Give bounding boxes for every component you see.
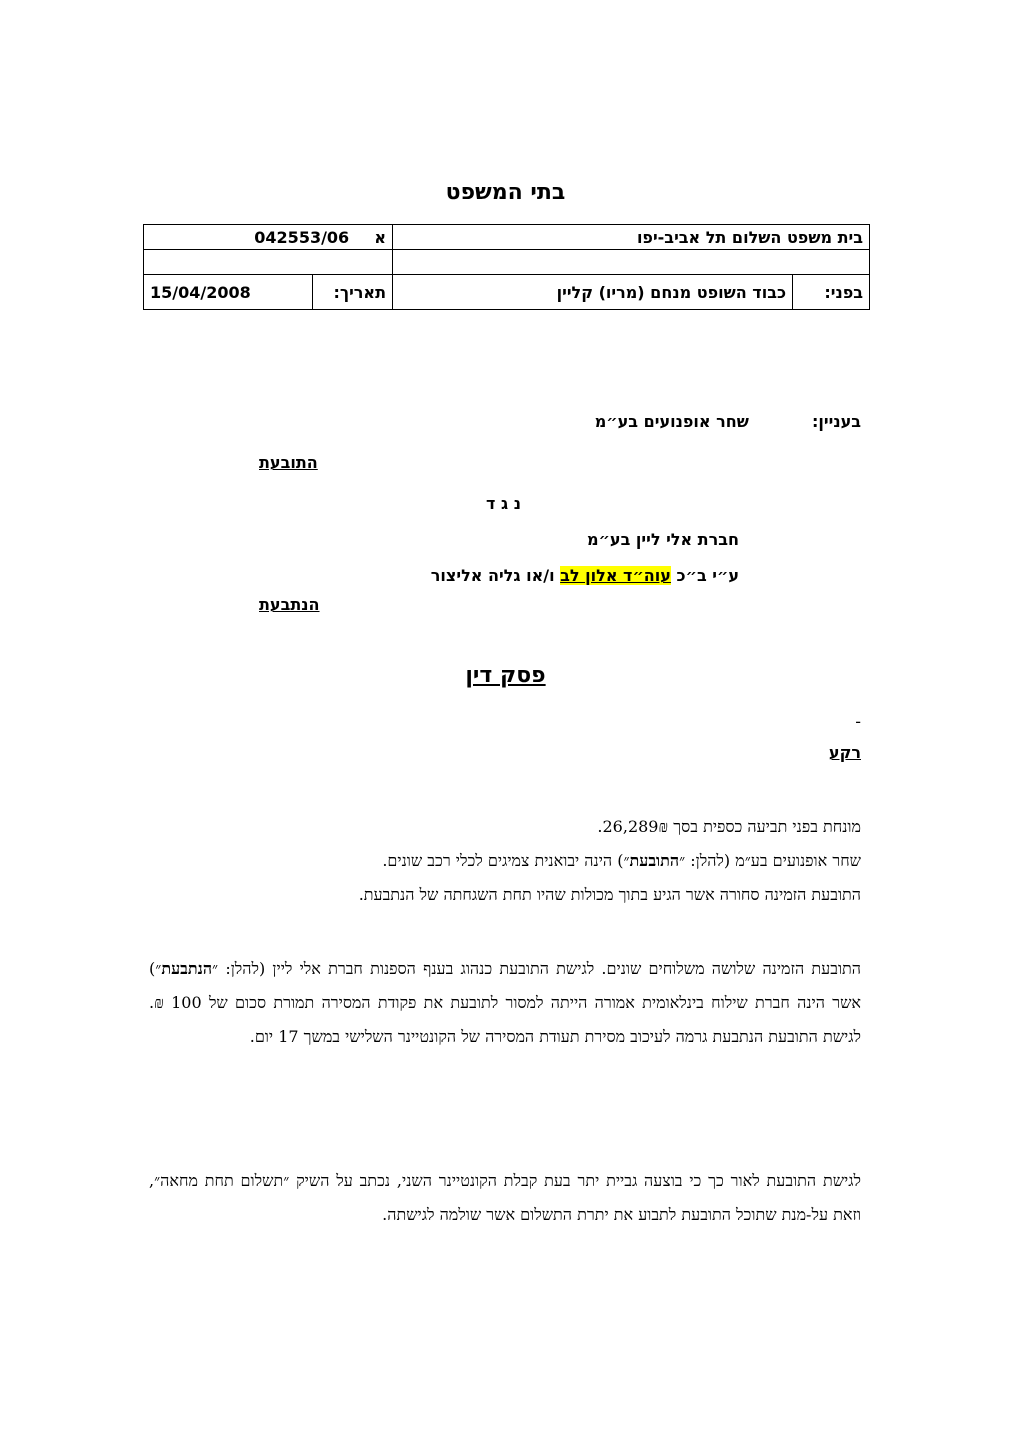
date-value-cell: [144, 275, 313, 310]
versus-line: נ ג ד: [486, 494, 521, 513]
date-label: תאריך:: [313, 275, 393, 310]
text-span: שחר אופנועים בע״מ (להלן: ״: [679, 851, 861, 870]
case-header-table: [143, 224, 870, 310]
date-value: 15/04/2008: [150, 282, 251, 302]
text-span: התובעת הזמינה שלושה משלוחים שונים. לגישת התובעת כנהוג בענף הספנות חברת אלי ליין (להלן: ״: [212, 959, 861, 978]
matter-line: [595, 412, 861, 431]
verdict-title: פסק דין: [465, 663, 546, 688]
plaintiff-role: התובעת: [259, 453, 318, 472]
case-number: 042553/06: [254, 227, 350, 247]
bold-term: הנתבעת: [161, 959, 213, 978]
before-label: בפני:: [793, 275, 870, 310]
defendant-name: חברת אלי ליין בע״מ: [586, 530, 739, 549]
paragraph-3: [149, 1164, 861, 1232]
bold-term: התובעת: [629, 851, 680, 870]
judge-name: כבוד השופט מנחם (מריו) קליין: [393, 275, 793, 310]
dash-mark: -: [855, 712, 861, 731]
case-letter: א: [374, 227, 386, 247]
counsel-prefix: ע״י ב״כ: [676, 566, 739, 585]
paragraph-2: [149, 952, 861, 1054]
paragraph-line: מונחת בפני תביעה כספית בסך 26,289₪.: [597, 817, 861, 836]
defendant-role: הנתבעת: [259, 595, 320, 614]
text-span: ״) הינה יבואנית צמיגים לכלי רכב שונים.: [382, 851, 630, 870]
plaintiff-name: שחר אופנועים בע״מ: [594, 412, 749, 431]
empty-cell: [393, 250, 870, 275]
section-heading: רקע: [828, 743, 861, 762]
paragraph-text: [149, 952, 861, 1054]
paragraph-1: [149, 810, 861, 912]
case-number-cell: [144, 225, 393, 250]
counsel-highlighted: עוה״ד אלון לב: [560, 566, 671, 585]
empty-cell: [144, 250, 393, 275]
paragraph-line: [149, 844, 861, 878]
matter-label: בעניין:: [812, 412, 861, 431]
paragraph-line: התובעת הזמינה סחורה אשר הגיע בתוך מכולות שהיו תחת השגחתה של הנתבעת.: [358, 885, 861, 904]
counsel-line: [431, 566, 739, 585]
paragraph-text: לגישת התובעת לאור כך כי בוצעה גביית יתר בעת קבלת הקונטיינר השני, נכתב על השיק ״תשלום תחת מחאה״, וזאת על-מנת שתוכל התובעת לתבוע את יתרת התשלום אשר שולמה לגישתה.: [149, 1171, 861, 1224]
court-name: בית משפט השלום תל אביב-יפו: [393, 225, 870, 250]
counsel-suffix: ו/או גליה אליצור: [430, 566, 555, 585]
court-header: בתי המשפט: [445, 180, 566, 205]
text-span: ״) אשר הינה חברת שילוח בינלאומית אמורה הייתה למסור לתובעת את פקודת המסירה תמורת סכום של 100 ₪. לגישת התובעת הנתבעת גרמה לעיכוב מסירת תעודת המסירה של הקונטיינר השלישי במשך 17 יום.: [149, 959, 861, 1046]
